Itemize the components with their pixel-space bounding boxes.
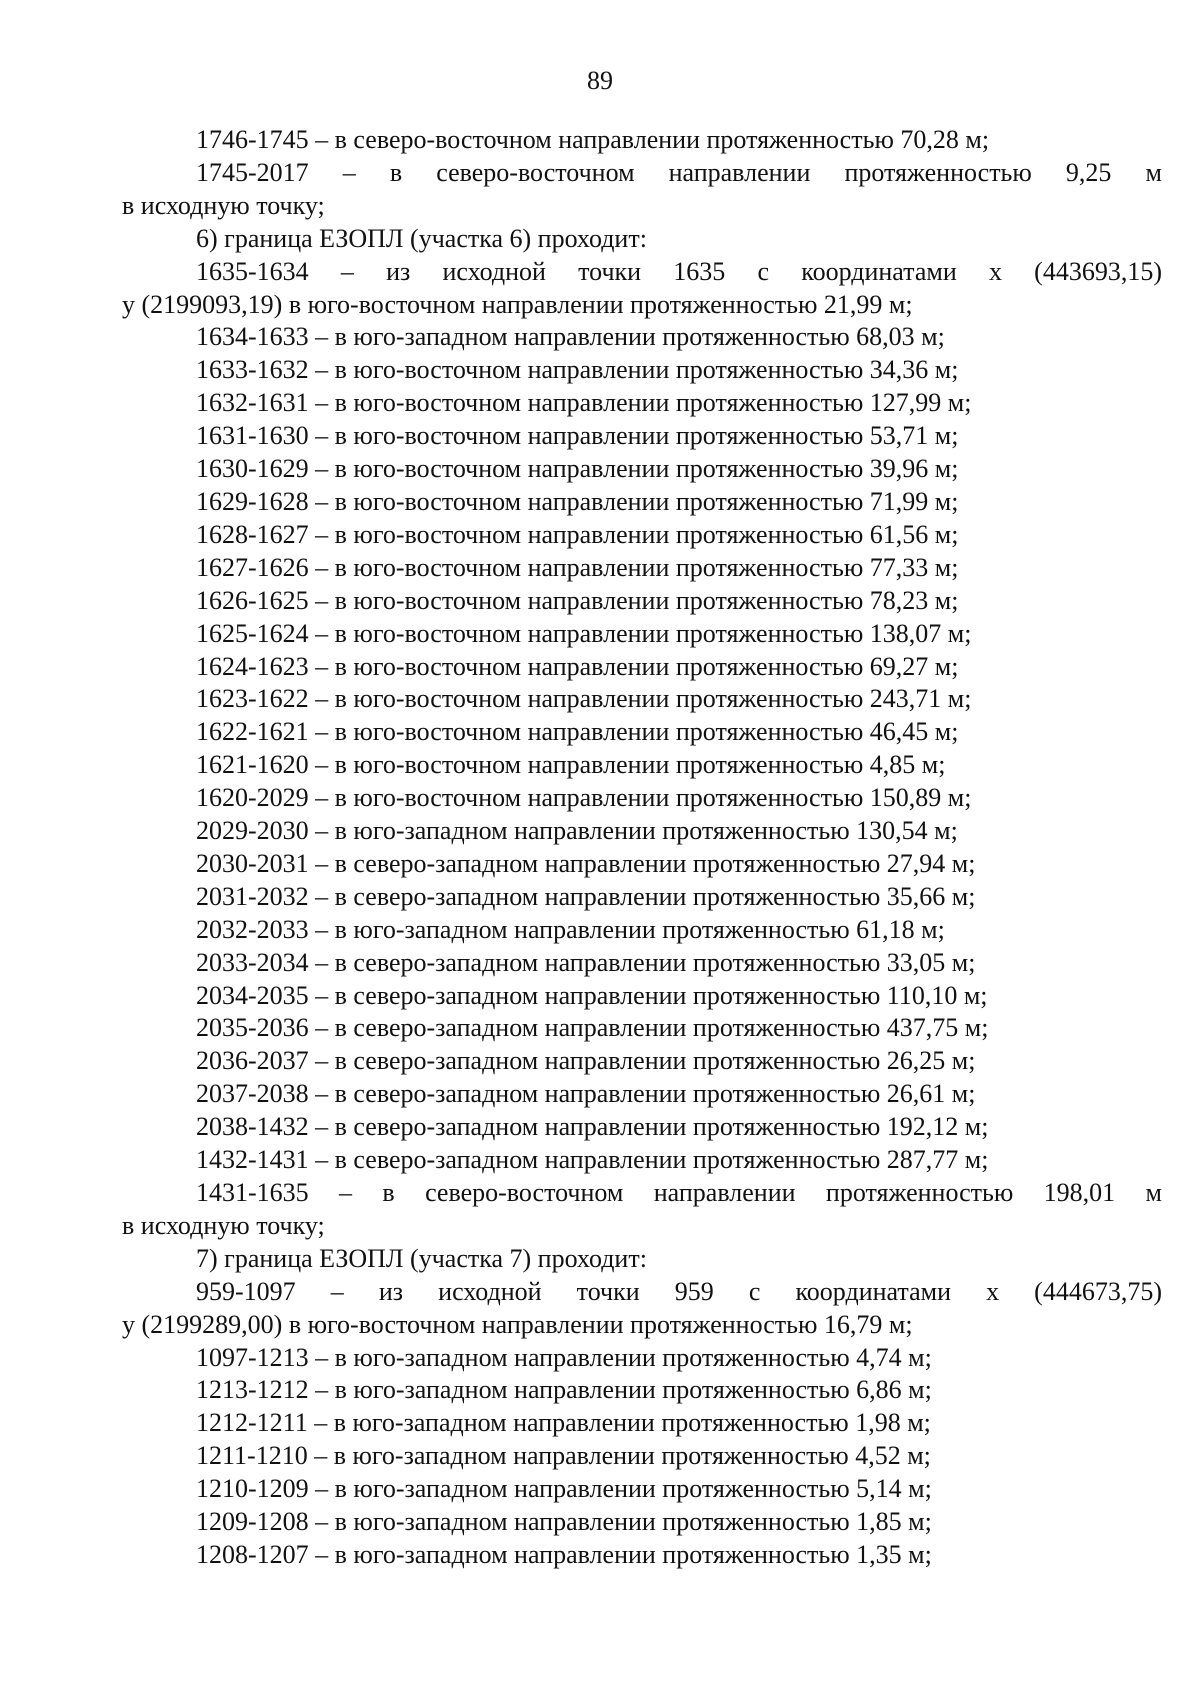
text-line: 1635-1634 – из исходной точки 1635 с координатами x (443693,15): [196, 256, 1162, 286]
text-line: в исходную точку;: [122, 190, 325, 220]
text-line: 2034-2035 – в северо-западном направлении протяженностью 110,10 м;: [196, 980, 988, 1010]
text-line: 1622-1621 – в юго-восточном направлении протяженностью 46,45 м;: [196, 717, 959, 747]
text-line: 1211-1210 – в юго-западном направлении протяженностью 4,52 м;: [196, 1441, 931, 1471]
text-line: 2030-2031 – в северо-западном направлении протяженностью 27,94 м;: [196, 848, 976, 878]
text-line: 1621-1620 – в юго-восточном направлении протяженностью 4,85 м;: [196, 750, 946, 780]
text-line: 1628-1627 – в юго-восточном направлении протяженностью 61,56 м;: [196, 519, 959, 549]
text-line: 1745-2017 – в северо-восточном направлении протяженностью 9,25 м: [196, 157, 1162, 187]
text-line: 1431-1635 – в северо-восточном направлении протяженностью 198,01 м: [196, 1178, 1162, 1207]
text-line: 2038-1432 – в северо-западном направлении протяженностью 192,12 м;: [196, 1112, 989, 1142]
text-line: y (2199289,00) в юго-восточном направлении протяженностью 16,79 м;: [122, 1309, 913, 1339]
text-line: 2031-2032 – в северо-западном направлении протяженностью 35,66 м;: [196, 881, 976, 911]
text-line: 2037-2038 – в северо-западном направлении протяженностью 26,61 м;: [196, 1079, 976, 1109]
text-line: y (2199093,19) в юго-восточном направлении протяженностью 21,99 м;: [122, 289, 913, 319]
text-line: 7) граница ЕЗОПЛ (участка 7) проходит:: [196, 1243, 647, 1273]
text-line: 1623-1622 – в юго-восточном направлении протяженностью 243,71 м;: [196, 684, 972, 714]
text-line: 1630-1629 – в юго-восточном направлении протяженностью 39,96 м;: [196, 454, 959, 484]
text-line: 2036-2037 – в северо-западном направлении протяженностью 26,25 м;: [196, 1046, 976, 1076]
text-line: 2032-2033 – в юго-западном направлении протяженностью 61,18 м;: [196, 914, 945, 944]
text-line: 1625-1624 – в юго-восточном направлении протяженностью 138,07 м;: [196, 618, 972, 648]
text-line: 1097-1213 – в юго-западном направлении протяженностью 4,74 м;: [196, 1342, 932, 1372]
text-line: 1627-1626 – в юго-восточном направлении протяженностью 77,33 м;: [196, 552, 959, 582]
text-line: 1212-1211 – в юго-западном направлении протяженностью 1,98 м;: [196, 1408, 931, 1438]
text-line: в исходную точку;: [122, 1210, 325, 1240]
page-number: 89: [587, 66, 613, 95]
text-line: 1746-1745 – в северо-восточном направлении протяженностью 70,28 м;: [196, 125, 990, 154]
text-line: 1629-1628 – в юго-восточном направлении протяженностью 71,99 м;: [196, 486, 959, 516]
text-line: 2029-2030 – в юго-западном направлении протяженностью 130,54 м;: [196, 816, 958, 846]
text-line: 1210-1209 – в юго-западном направлении протяженностью 5,14 м;: [196, 1474, 932, 1504]
text-line: 1626-1625 – в юго-восточном направлении протяженностью 78,23 м;: [196, 585, 959, 615]
text-line: 1624-1623 – в юго-восточном направлении протяженностью 69,27 м;: [196, 651, 959, 681]
text-line: 1631-1630 – в юго-восточном направлении протяженностью 53,71 м;: [196, 421, 959, 451]
text-line: 2035-2036 – в северо-западном направлении протяженностью 437,75 м;: [196, 1013, 989, 1043]
text-line: 1633-1632 – в юго-восточном направлении протяженностью 34,36 м;: [196, 355, 959, 385]
text-line: 1208-1207 – в юго-западном направлении протяженностью 1,35 м;: [196, 1539, 932, 1569]
document-body: [122, 124, 1162, 1572]
text-line: 2033-2034 – в северо-западном направлении протяженностью 33,05 м;: [196, 947, 976, 977]
text-line: 959-1097 – из исходной точки 959 с координатами x (444673,75): [196, 1276, 1162, 1306]
text-line: 1209-1208 – в юго-западном направлении протяженностью 1,85 м;: [196, 1507, 932, 1537]
text-line: 1632-1631 – в юго-восточном направлении протяженностью 127,99 м;: [196, 388, 972, 418]
text-line: 1634-1633 – в юго-западном направлении протяженностью 68,03 м;: [196, 322, 945, 352]
text-line: 1620-2029 – в юго-восточном направлении протяженностью 150,89 м;: [196, 783, 972, 813]
text-line: 1213-1212 – в юго-западном направлении протяженностью 6,86 м;: [196, 1375, 932, 1405]
text-line: 1432-1431 – в северо-западном направлении протяженностью 287,77 м;: [196, 1145, 989, 1175]
text-line: 6) граница ЕЗОПЛ (участка 6) проходит:: [196, 223, 647, 253]
